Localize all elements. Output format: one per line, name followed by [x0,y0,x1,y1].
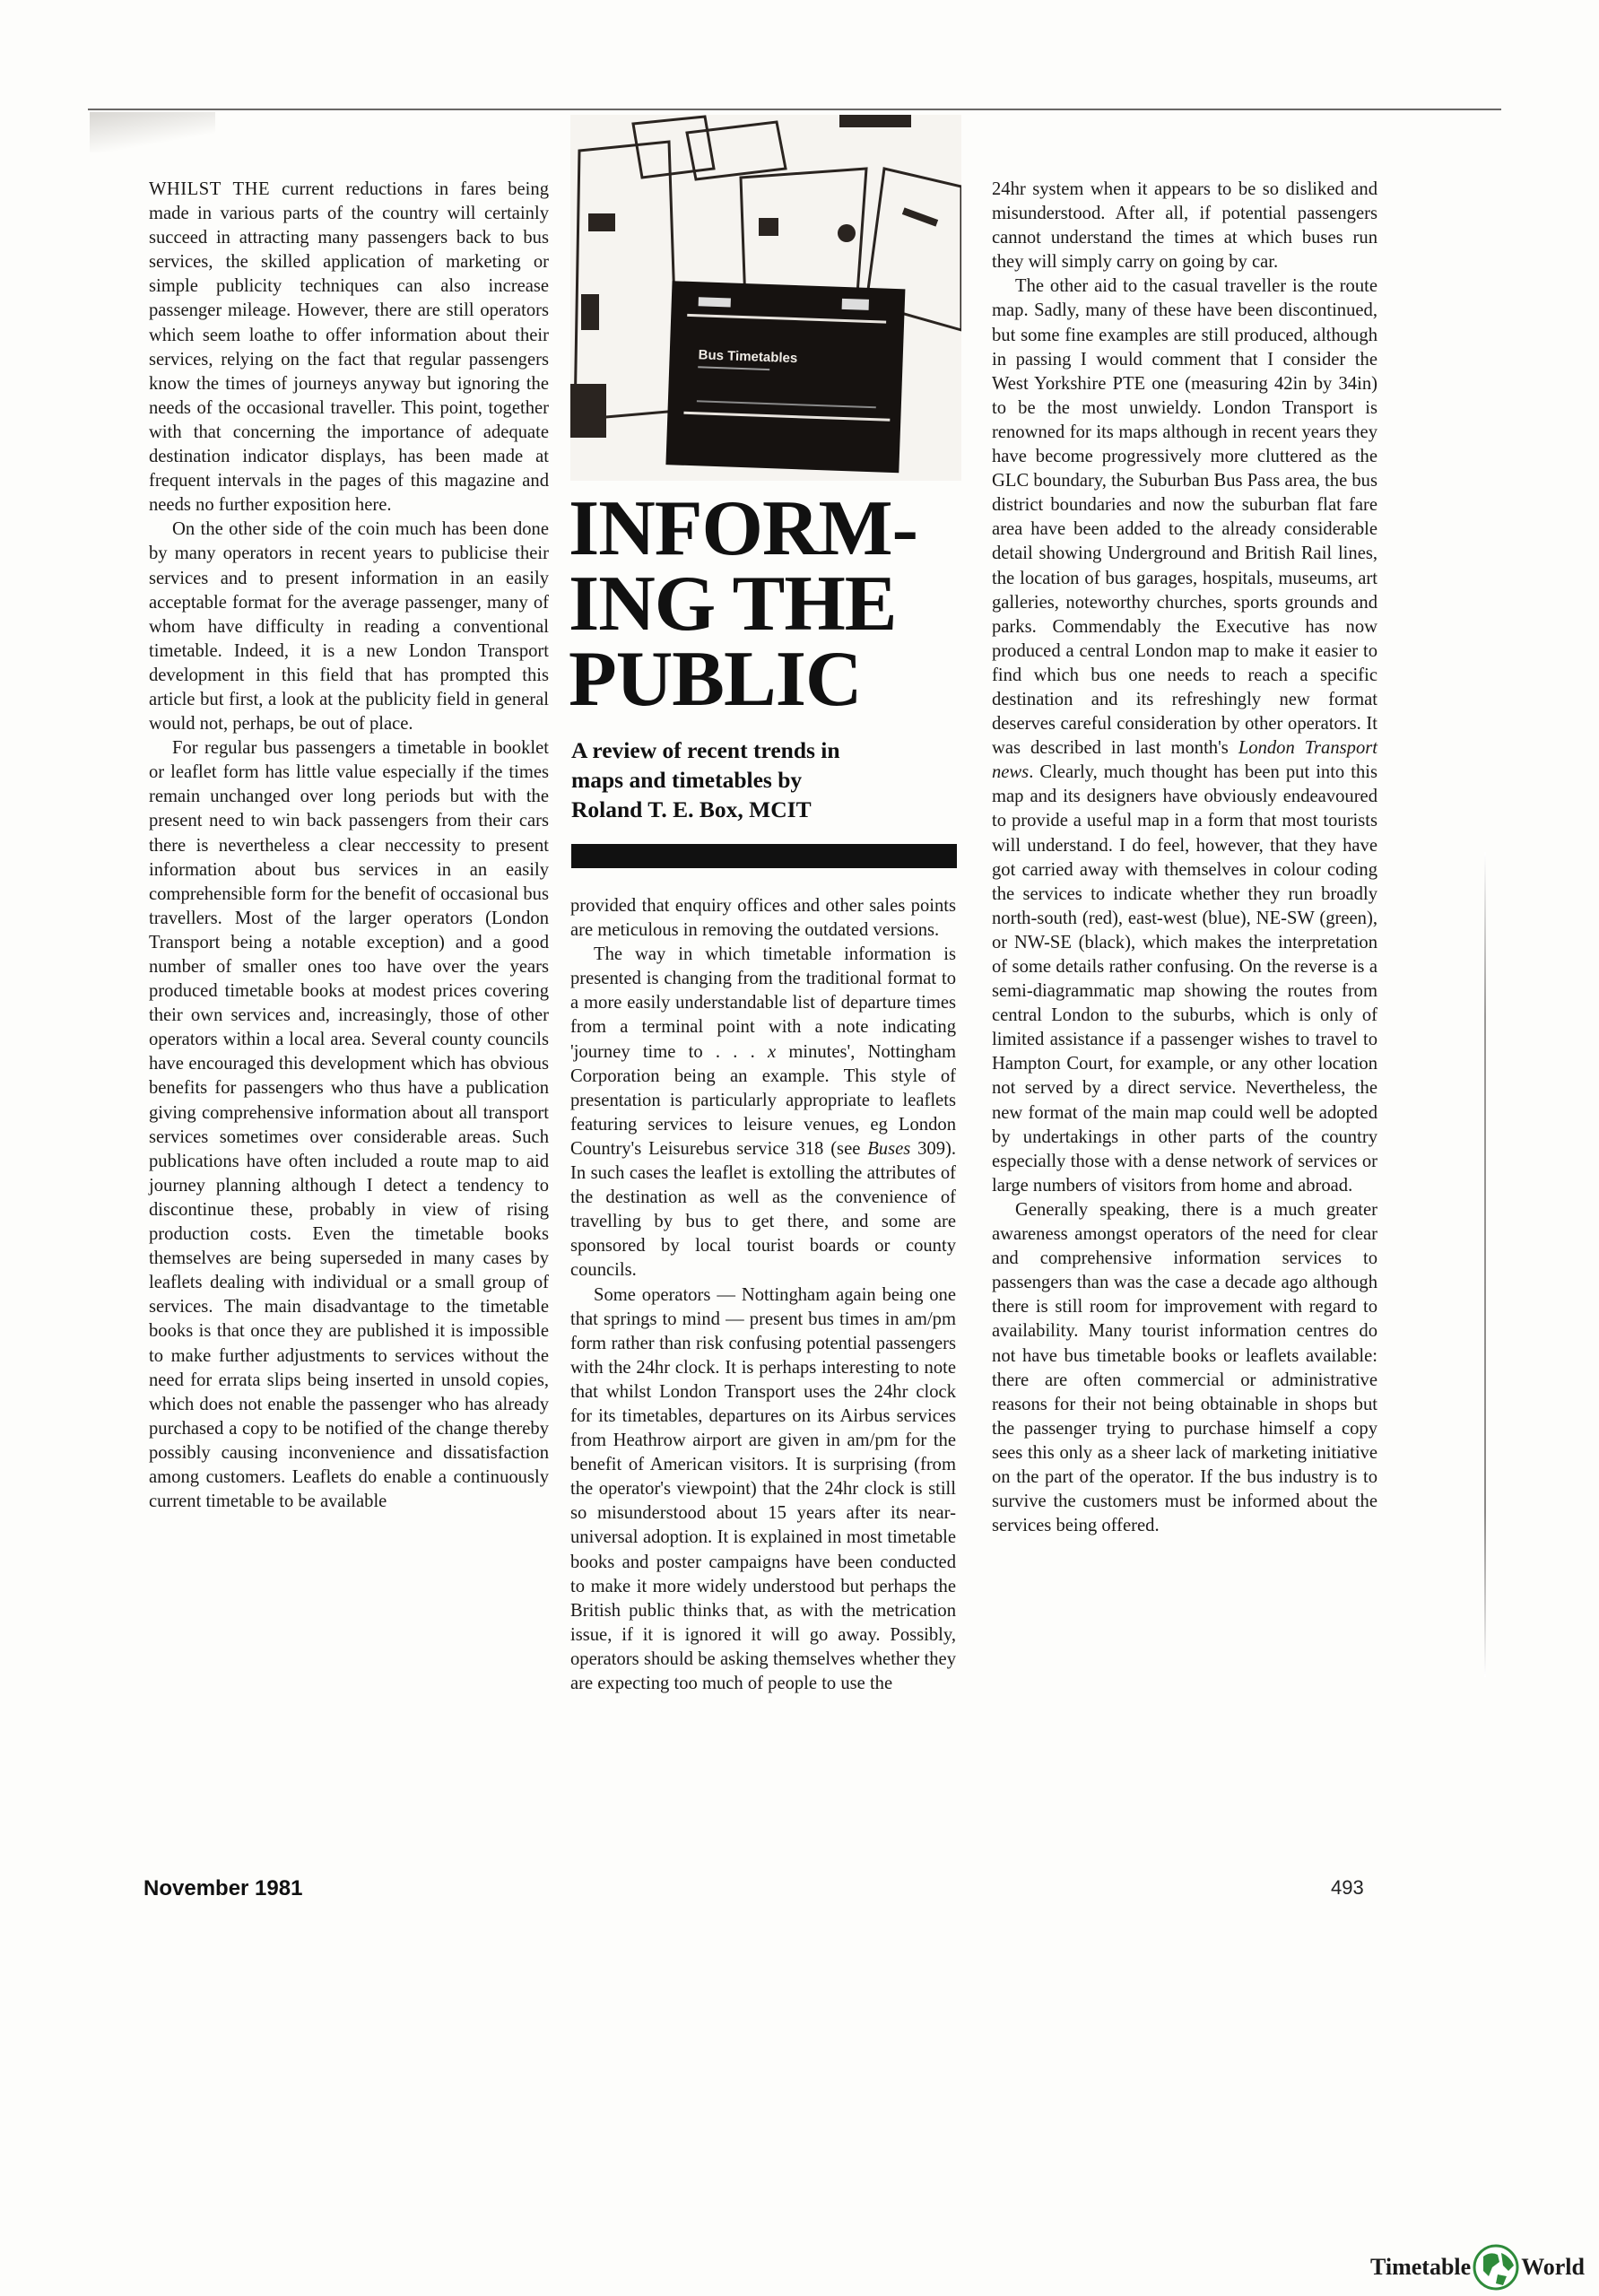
article-headline: INFORM- ING THE PUBLIC [569,485,917,723]
top-rule [88,109,1501,110]
issue-date: November 1981 [143,1876,303,1900]
timetables-photo [570,115,961,481]
paragraph: WHILST THE current reductions in fares being made in various parts of the country will certainly succeed in attracting many passengers back to bus services, the skilled application of marketing or simple publicity techniques can also increase passenger mileage. However, there are still operators which seem loathe to offer information about their services, relying on the fact that regular passengers know the times of journeys anyway but ignoring the needs of the occasional traveller. This point, together with that concerning the importance of adequate destination indicator displays, has been made at frequent intervals in the pages of this magazine and needs no further exposition here. [149,179,549,516]
photo-booklet-title: Bus Timetables [698,347,798,367]
paragraph: Some operators — Nottingham again being one that springs to mind — present bus times in am/pm form rather than risk confusing potential passengers with the 24hr clock. It is perhaps interesting to note that whilst London Transport uses the 24hr clock for its timetables, departures on its Airbus services from Heathrow airport are given in am/pm for the benefit of American visitors. It is surprising (from the operator's viewpoint) that the 24hr clock is still so misunderstood about 15 years after its near-universal adoption. It is explained in most timetable books and poster campaigns have been conducted to make it more widely understood but perhaps the British public thinks that, as with the metrication issue, if it is ignored it will go away. Possibly, operators should be asking themselves whether they are expecting too much of people to use the [570,1284,956,1693]
title-bar [571,844,957,868]
middle-column [570,894,956,1696]
right-column [992,178,1377,1538]
paragraph: The way in which timetable information is presented is changing from the traditional format to a more easily understandable list of departure times from a terminal point with a note indicating 'journey time to . . . x minutes', Nottingham Corporation being an example. This style of presentation is particularly appropriate to leaflets featuring services to leisure venues, eg London Country's Leisurebus service 318 (see Buses 309). In such cases the leaflet is extolling the attributes of the destination as well as the convenience of travelling by bus to get there, and some are sponsored by local tourist boards or county councils. [570,944,957,1281]
byline: Roland T. E. Box, MCIT [571,796,812,822]
left-column [149,178,549,1514]
article-subtitle: A review of recent trends in maps and timetables by Roland T. E. Box, MCIT [571,735,959,824]
paragraph: The other aid to the casual traveller is the route map. Sadly, many of these have been discontinued, but some fine examples are still produced, although in passing I would comment that I consider the West Yorkshire PTE one (measuring 42in by 34in) to be the most unwieldy. London Transport is renowned for its maps although in recent years they have become progressively more cluttered as the GLC boundary, the Suburban Bus Pass area, the bus district boundaries and now the suburban flat fare area have been added to the already considerable detail showing Underground and British Rail lines, the location of bus garages, hospitals, museums, art galleries, noteworthy churches, sports grounds and parks. Commendably the Executive has now produced a central London map to make it easier to find which bus one needs to reach a specific destination and its refreshingly new format deserves careful consideration by other operators. It was described in last month's London Transport news. Clearly, much thought has been put into this map and its designers have obviously endeavoured to provide a useful map in a form that most tourists will understand. I do feel, however, that they have got carried away with themselves in colour coding the services to indicate whether they run broadly north-south (red), east-west (blue), NE-SW (green), or NW-SE (black), which makes the interpretation of some details rather confusing. On the reverse is a semi-diagrammatic map showing the routes from central London to the suburbs, which is only of limited assistance if a passenger wishes to travel to Hampton Court, for example, or any other location not served by a direct service. Nevertheless, the new format of the main map could well be adopted by undertakings in other parts of the country especially those with a dense network of services or large numbers of visitors from home and abroad. [992,276,1377,1196]
paragraph: On the other side of the coin much has been done by many operators in recent years to publicise their services and to present information in an easily acceptable format for the average passenger, many of whom have difficulty in reading a conventional timetable. Indeed, it is a new London Transport development in this field that has prompted this article but first, a look at the publicity field in general would not, perhaps, be out of place. [149,519,549,735]
scan-edge-mark [1484,852,1486,1677]
paragraph: For regular bus passengers a timetable in booklet or leaflet form has little value especially if the times remain unchanged over long periods but with the present need to win back passengers from their cars there is nevertheless a clear neccessity to present information about bus services in an easily comprehensible form for the benefit of occasional bus travellers. Most of the larger operators (London Transport being a notable exception) and a good number of smaller ones too have over the years produced timetable books at modest prices covering their own services and, increasingly, those of other operators within a local area. Several county councils have encouraged this development which has obvious benefits for passengers who thus have a publication giving comprehensive information about all transport services sometimes over considerable areas. Such publications have often included a route map to aid journey planning although I detect a tendency to discontinue these, probably in view of rising production costs. Even the timetable books themselves are being superseded in many cases by leaflets dealing with individual or a small group of services. The main disadvantage to the timetable books is that once they are published it is impossible to make further adjustments to services without the need for errata slips being inserted in unsold copies, which does not enable the passenger who has already purchased a copy to be notified of the change thereby possibly causing inconvenience and dissatisfaction among customers. Leaflets do enable a continuously current timetable to be available [149,738,549,1512]
paragraph: 24hr system when it appears to be so disliked and misunderstood. After all, if potential passengers cannot understand the times at which buses run they will simply carry on going by car. [992,179,1377,273]
paragraph: provided that enquiry offices and other sales points are meticulous in removing the outdated versions. [570,896,956,941]
globe-icon [1473,2244,1519,2291]
page-number: 493 [1331,1876,1364,1899]
timetable-world-logo: Timetable World [1370,2244,1585,2291]
paragraph: Generally speaking, there is a much greater awareness amongst operators of the need for clear and comprehensive information services to passengers than was the case a decade ago although there is still room for improvement with regard to availability. Many tourist information centres do not have bus timetable books or leaflets available: there are often commercial or administrative reasons for their not being obtainable in shops but the passenger trying to purchase himself a copy sees this only as a sheer lack of marketing initiative on the part of the operator. If the bus industry is to survive the customers must be informed about the services being offered. [992,1199,1377,1536]
scan-smudge [90,112,215,152]
lead-in: WHILST THE [149,179,271,199]
